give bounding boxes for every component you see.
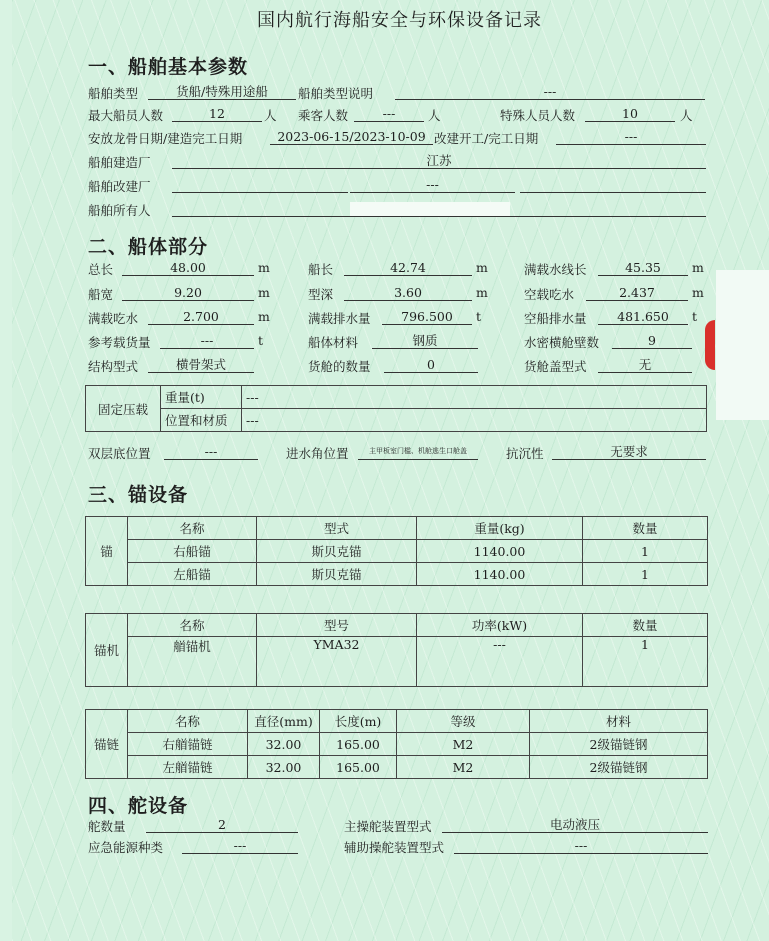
lbp-unit: m: [476, 260, 488, 275]
main-gear-value: 电动液压: [442, 817, 708, 833]
windlass-table: [85, 613, 708, 687]
rebuilder-line-3: [520, 177, 706, 193]
special-unit: 人: [680, 108, 693, 123]
loa-value: 48.00: [122, 260, 254, 276]
full-disp-value: 796.500: [382, 309, 472, 325]
chain-header-mat: 材料: [530, 710, 708, 733]
section-3-heading: 三、锚设备: [88, 484, 189, 506]
redaction-bar: [350, 202, 510, 216]
table-row: [86, 563, 708, 586]
full-draft-unit: m: [258, 309, 270, 324]
keel-value: 2023-06-15/2023-10-09: [270, 129, 433, 145]
anchor-weight: 1140.00: [417, 563, 583, 586]
max-crew-label: 最大船员人数: [88, 108, 164, 123]
structure-label: 结构型式: [88, 359, 139, 374]
full-disp-label: 满载排水量: [308, 311, 371, 326]
windlass-power: ---: [417, 637, 583, 687]
light-disp-unit: t: [692, 309, 698, 324]
scan-edge: [716, 270, 769, 420]
anchor-qty: 1: [583, 540, 708, 563]
anchor-group-label: 锚: [86, 517, 128, 586]
anchor-type: 斯贝克锚: [257, 540, 417, 563]
light-disp-value: 481.650: [598, 309, 688, 325]
hatch-value: 无: [598, 357, 692, 373]
light-draft-label: 空载吃水: [524, 287, 575, 302]
material-value: 钢质: [372, 333, 478, 349]
table-row: [86, 540, 708, 563]
breadth-label: 船宽: [88, 287, 114, 302]
anchor-type: 斯贝克锚: [257, 563, 417, 586]
loa-unit: m: [258, 260, 270, 275]
loa-label: 总长: [88, 262, 114, 277]
windlass-header-power: 功率(kW): [417, 614, 583, 637]
ship-type-label: 船舶类型: [88, 86, 139, 101]
ballast-weight-label: 重量(t): [161, 386, 242, 409]
breadth-value: 9.20: [122, 285, 254, 301]
holds-label: 货舱的数量: [308, 359, 371, 374]
special-label: 特殊人员人数: [500, 108, 576, 123]
hatch-label: 货舱盖型式: [524, 359, 587, 374]
depth-unit: m: [476, 285, 488, 300]
ref-cargo-value: ---: [160, 333, 254, 349]
flood-angle-label: 进水角位置: [286, 446, 349, 461]
anchor-weight: 1140.00: [417, 540, 583, 563]
ship-type-desc-label: 船舶类型说明: [298, 86, 374, 101]
structure-value: 横骨架式: [148, 357, 254, 373]
anchor-name: 左船锚: [128, 563, 257, 586]
chain-name: 左艏锚链: [128, 756, 248, 779]
light-draft-value: 2.437: [586, 285, 688, 301]
lbp-label: 船长: [308, 262, 334, 277]
table-row: [86, 756, 708, 779]
chain-header-dia: 直径(mm): [248, 710, 320, 733]
windlass-header-model: 型号: [257, 614, 417, 637]
rebuilder-label: 船舶改建厂: [88, 179, 151, 194]
chain-group-label: 锚链: [86, 710, 128, 779]
section-4-heading: 四、舵设备: [88, 795, 189, 817]
chain-mat: 2级锚链钢: [530, 756, 708, 779]
owner-label: 船舶所有人: [88, 203, 151, 218]
windlass-group-label: 锚机: [86, 614, 128, 687]
windlass-model: YMA32: [257, 637, 417, 687]
max-crew-unit: 人: [264, 108, 277, 123]
passengers-value: ---: [354, 106, 424, 122]
anchor-header-qty: 数量: [583, 517, 708, 540]
full-draft-value: 2.700: [148, 309, 254, 325]
light-disp-label: 空船排水量: [524, 311, 587, 326]
section-1-heading: 一、船舶基本参数: [88, 56, 249, 78]
lwl-label: 满载水线长: [524, 262, 587, 277]
aux-gear-label: 辅助操舵装置型式: [344, 840, 445, 855]
lwl-value: 45.35: [598, 260, 688, 276]
windlass-qty: 1: [583, 637, 708, 687]
anchor-header-weight: 重量(kg): [417, 517, 583, 540]
ballast-pos-value: ---: [242, 409, 707, 432]
anchor-table: [85, 516, 708, 586]
light-draft-unit: m: [692, 285, 704, 300]
full-draft-label: 满载吃水: [88, 311, 139, 326]
windlass-header-qty: 数量: [583, 614, 708, 637]
anti-sink-label: 抗沉性: [506, 446, 544, 461]
ballast-label: 固定压载: [86, 386, 161, 432]
section-2-heading: 二、船体部分: [88, 236, 209, 258]
table-row: [86, 733, 708, 756]
anchor-qty: 1: [583, 563, 708, 586]
holds-value: 0: [384, 357, 478, 373]
anchor-header-type: 型式: [257, 517, 417, 540]
depth-value: 3.60: [344, 285, 472, 301]
chain-name: 右艏锚链: [128, 733, 248, 756]
document-title: 国内航行海船安全与环保设备记录: [257, 10, 542, 31]
anchor-header-name: 名称: [128, 517, 257, 540]
chain-dia: 32.00: [248, 756, 320, 779]
passengers-label: 乘客人数: [298, 108, 349, 123]
chain-header-len: 长度(m): [320, 710, 397, 733]
chain-mat: 2级锚链钢: [530, 733, 708, 756]
breadth-unit: m: [258, 285, 270, 300]
lbp-value: 42.74: [344, 260, 472, 276]
rebuilder-value: ---: [350, 177, 515, 193]
anti-sink-value: 无要求: [552, 444, 706, 460]
max-crew-value: 12: [172, 106, 262, 122]
table-row: [86, 637, 708, 687]
ref-cargo-label: 参考载货量: [88, 335, 151, 350]
chain-grade: M2: [397, 756, 530, 779]
flood-angle-value: 主甲板室门槛、机舱逃生口舱盖: [358, 444, 478, 460]
rebuilder-line-1: [172, 177, 348, 193]
lwl-unit: m: [692, 260, 704, 275]
double-bottom-value: ---: [164, 444, 258, 460]
main-gear-label: 主操舵装置型式: [344, 819, 432, 834]
bulkheads-label: 水密横舱壁数: [524, 335, 600, 350]
chain-dia: 32.00: [248, 733, 320, 756]
ship-type-value: 货船/特殊用途船: [148, 84, 296, 100]
full-disp-unit: t: [476, 309, 482, 324]
double-bottom-label: 双层底位置: [88, 446, 151, 461]
chain-header-name: 名称: [128, 710, 248, 733]
chain-grade: M2: [397, 733, 530, 756]
refit-label: 改建开工/完工日期: [434, 131, 539, 146]
material-label: 船体材料: [308, 335, 359, 350]
depth-label: 型深: [308, 287, 334, 302]
ref-cargo-unit: t: [258, 333, 264, 348]
bulkheads-value: 9: [612, 333, 692, 349]
aux-gear-value: ---: [454, 838, 708, 854]
ballast-weight-value: ---: [242, 386, 707, 409]
ship-type-desc-value: ---: [395, 84, 705, 100]
keel-label: 安放龙骨日期/建造完工日期: [88, 131, 243, 146]
rudder-count-value: 2: [146, 817, 298, 833]
passengers-unit: 人: [428, 108, 441, 123]
special-value: 10: [585, 106, 675, 122]
windlass-header-name: 名称: [128, 614, 257, 637]
rudder-count-label: 舵数量: [88, 819, 126, 834]
emergency-label: 应急能源种类: [88, 840, 164, 855]
seal-fragment: [705, 320, 715, 370]
chain-len: 165.00: [320, 733, 397, 756]
ballast-table: [85, 385, 707, 432]
builder-value: 江苏: [172, 153, 706, 169]
chain-header-grade: 等级: [397, 710, 530, 733]
ballast-pos-label: 位置和材质: [161, 409, 242, 432]
windlass-name: 艏锚机: [128, 637, 257, 687]
builder-label: 船舶建造厂: [88, 155, 151, 170]
chain-len: 165.00: [320, 756, 397, 779]
refit-value: ---: [556, 129, 706, 145]
emergency-value: ---: [182, 838, 298, 854]
chain-table: [85, 709, 708, 779]
anchor-name: 右船锚: [128, 540, 257, 563]
